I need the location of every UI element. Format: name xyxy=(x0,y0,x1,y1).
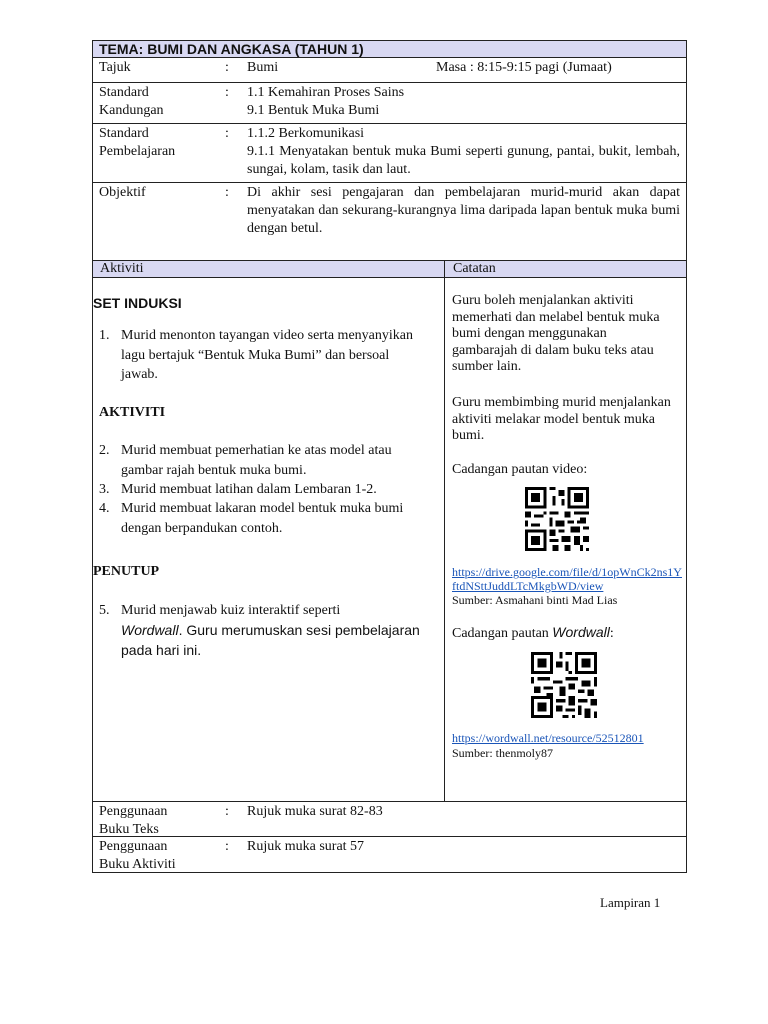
bt-value: Rujuk muka surat 82-83 xyxy=(247,804,383,819)
wordwall-source: Sumber: thenmoly87 xyxy=(452,746,553,760)
row-objektif xyxy=(93,183,686,261)
sp-label-1: Standard xyxy=(99,126,149,141)
activity-table-header xyxy=(93,261,686,278)
list-item: 5. Murid menjawab kuiz interaktif seperti Wordwall. Guru merumuskan sesi pembelajaran pada hari ini. xyxy=(99,603,420,658)
ba-label-1: Penggunaan xyxy=(99,839,168,854)
bt-label-2: Buku Teks xyxy=(99,822,159,837)
row-standard-kandungan xyxy=(93,83,686,124)
row-buku-aktiviti xyxy=(93,837,686,872)
video-link-label: Cadangan pautan video: xyxy=(452,462,588,477)
sp-line-1: 1.1.2 Berkomunikasi xyxy=(247,126,365,141)
video-source: Sumber: Asmahani binti Mad Lias xyxy=(452,593,618,607)
wordwall-link-label: Cadangan pautan Wordwall: xyxy=(452,624,614,641)
colon: : xyxy=(225,85,229,100)
tajuk-value: Bumi xyxy=(247,60,279,75)
row-buku-teks xyxy=(93,802,686,837)
colon: : xyxy=(225,126,229,141)
masa-text: Masa : 8:15-9:15 pagi (Jumaat) xyxy=(436,60,612,75)
bt-label-1: Penggunaan xyxy=(99,804,168,819)
catatan-note-2: Guru membimbing murid menjalankan aktiviti melakar model bentuk muka bumi. xyxy=(452,395,671,443)
row-standard-pembelajaran xyxy=(93,124,686,183)
colon: : xyxy=(225,185,229,200)
colon: : xyxy=(225,839,229,854)
sk-label-1: Standard xyxy=(99,85,149,100)
row-tajuk xyxy=(93,58,686,83)
sp-label-2: Pembelajaran xyxy=(99,144,176,159)
sk-line-1: 1.1 Kemahiran Proses Sains xyxy=(247,85,405,100)
ba-label-2: Buku Aktiviti xyxy=(99,857,176,872)
wordwall-link[interactable]: https://wordwall.net/resource/52512801 xyxy=(452,731,644,745)
list-item: 1. Murid menonton tayangan video serta menyanyikan lagu bertajuk “Bentuk Muka Bumi” dan bersoal jawab. xyxy=(99,328,413,382)
aktiviti-title: AKTIVITI xyxy=(99,405,166,420)
set-induksi-title: SET INDUKSI xyxy=(93,295,182,311)
video-link[interactable]: https://drive.google.com/file/d/1opWnCk2ns1YftdNSttJuddLTcMkgbWD/view xyxy=(452,565,682,593)
activity-table-body xyxy=(93,278,686,802)
colon: : xyxy=(225,804,229,819)
catatan-column xyxy=(445,278,686,801)
list-item: 2. Murid membuat pemerhatian ke atas model atau gambar rajah bentuk muka bumi. xyxy=(99,443,392,478)
sp-line-2: 9.1.1 Menyatakan bentuk muka Bumi seperti gunung, pantai, bukit, lembah, sungai, kolam, tasik dan laut. xyxy=(247,144,680,177)
video-qr-code-icon xyxy=(525,487,589,551)
header-aktiviti: Aktiviti xyxy=(93,261,445,277)
lampiran-label: Lampiran 1 xyxy=(600,895,661,910)
theme-title: TEMA: BUMI DAN ANGKASA (TAHUN 1) xyxy=(99,41,364,57)
colon: : xyxy=(225,60,229,75)
list-item: 3. Murid membuat latihan dalam Lembaran 1-2. xyxy=(99,482,377,497)
list-item: 4. Murid membuat lakaran model bentuk muka bumi dengan berpandukan contoh. xyxy=(99,501,404,536)
wordwall-qr-code-icon xyxy=(531,652,597,718)
header-catatan: Catatan xyxy=(453,261,496,276)
sk-label-2: Kandungan xyxy=(99,103,164,118)
theme-header xyxy=(93,41,686,58)
aktiviti-column xyxy=(93,278,445,801)
catatan-note-1: Guru boleh menjalankan aktiviti memerhati dan melabel bentuk muka bumi dengan menggunakan gambarajah di dalam buku teks atau sumber lain. xyxy=(452,293,660,374)
wordwall-italic: Wordwall xyxy=(121,621,179,638)
tajuk-label: Tajuk xyxy=(99,60,131,75)
lesson-plan-table xyxy=(92,40,687,873)
sk-line-2: 9.1 Bentuk Muka Bumi xyxy=(247,103,380,118)
objektif-label: Objektif xyxy=(99,185,146,200)
ba-value: Rujuk muka surat 57 xyxy=(247,839,365,854)
penutup-title: PENUTUP xyxy=(93,564,160,579)
objektif-value: Di akhir sesi pengajaran dan pembelajaran murid-murid akan dapat menyatakan dan sekurang-kurangnya lima daripada lapan bentuk muka bumi dengan betul. xyxy=(247,185,680,236)
